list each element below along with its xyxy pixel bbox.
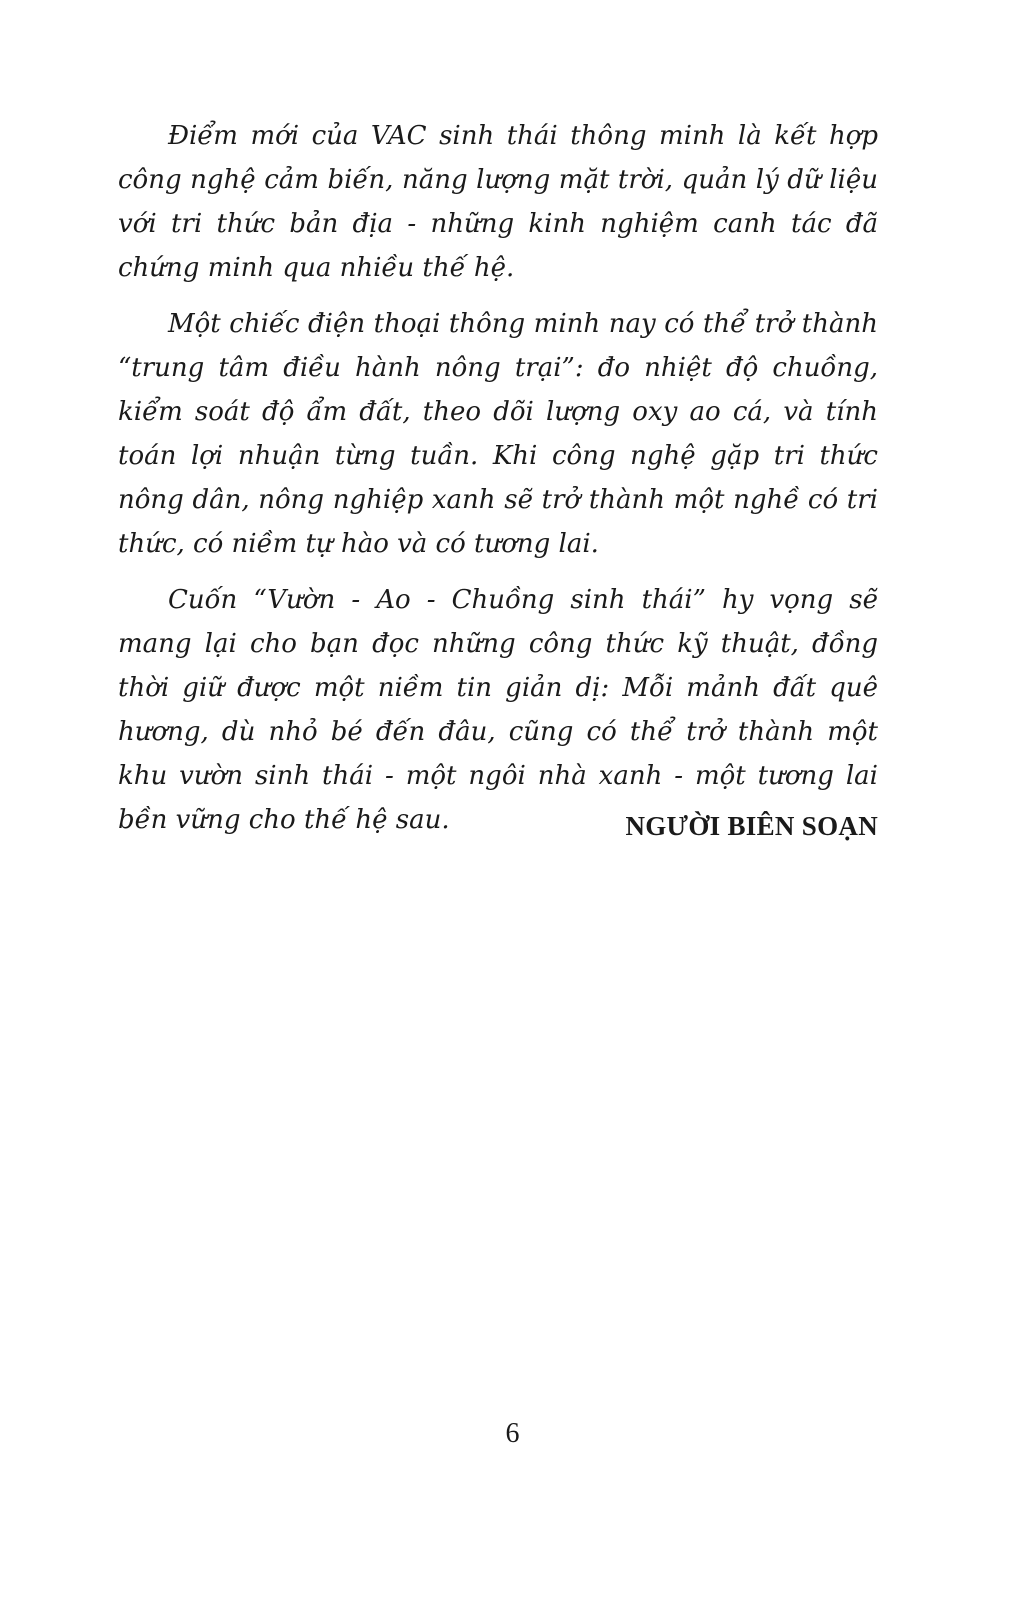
paragraph: Cuốn “Vườn - Ao - Chuồng sinh thái” hy vọng sẽ mang lại cho bạn đọc những công thức kỹ thuật, đồng thời giữ được một niềm tin giản dị: Mỗi mảnh đất quê hương, dù nhỏ bé đến đâu, cũng có thể trở thành một khu vườn sinh thái - một ngôi nhà xanh - một tương lai bền vững cho thế hệ sau. bbox=[118, 585, 878, 835]
author-signature: NGƯỜI BIÊN SOẠN bbox=[625, 811, 878, 841]
paragraph: Một chiếc điện thoại thông minh nay có thể trở thành “trung tâm điều hành nông trại”: đo nhiệt độ chuồng, kiểm soát độ ẩm đất, theo dõi lượng oxy ao cá, và tính toán lợi nhuận từng tuần. Khi công nghệ gặp tri thức nông dân, nông nghiệp xanh sẽ trở thành một nghề có tri thức, có niềm tự hào và có tương lai. bbox=[118, 309, 878, 559]
body-text bbox=[118, 114, 878, 854]
paragraph: Điểm mới của VAC sinh thái thông minh là kết hợp công nghệ cảm biến, năng lượng mặt trời, quản lý dữ liệu với tri thức bản địa - những kinh nghiệm canh tác đã chứng minh qua nhiều thế hệ. bbox=[118, 121, 878, 283]
page-number: 6 bbox=[505, 1418, 520, 1449]
